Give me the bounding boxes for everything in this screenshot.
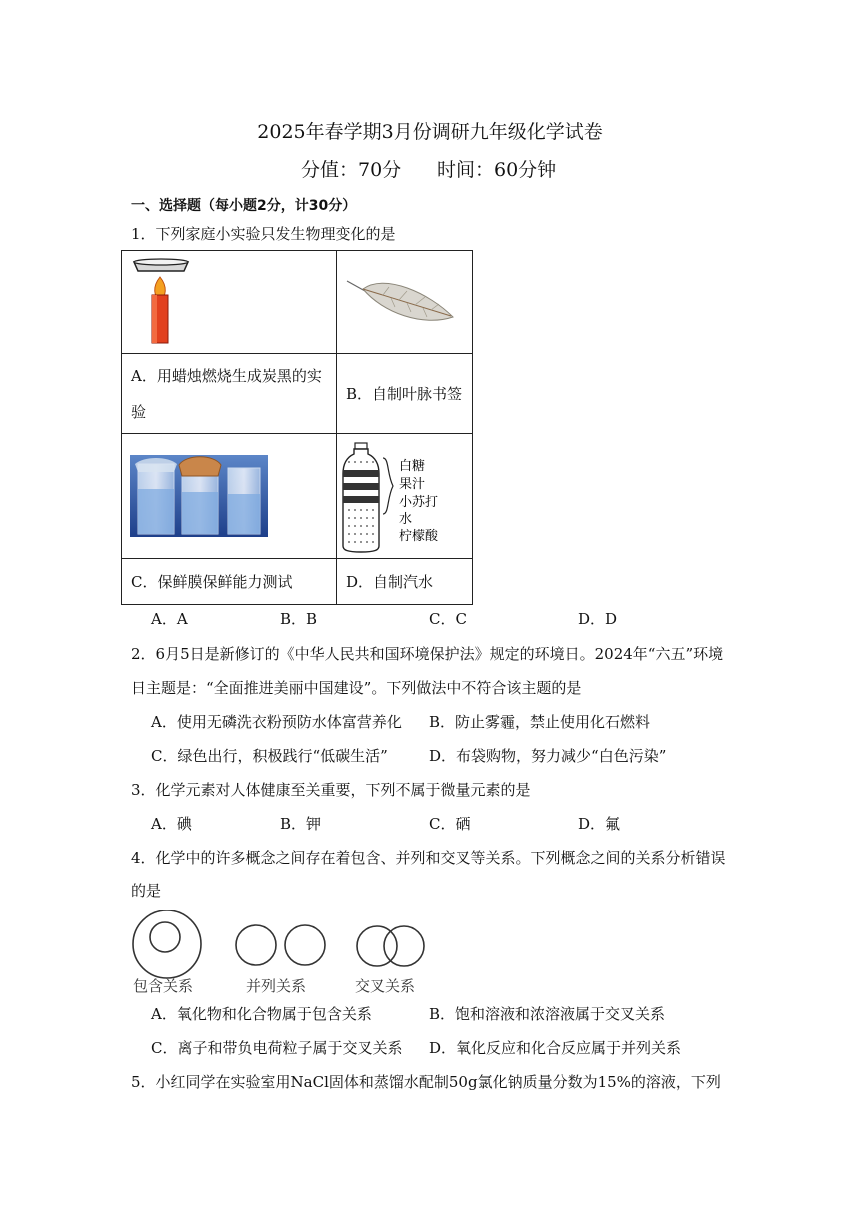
question-3-stem: 3．化学元素对人体健康至关重要，下列不属于微量元素的是 bbox=[131, 781, 531, 799]
option-a-cell bbox=[122, 354, 337, 434]
bottle-image bbox=[337, 434, 472, 558]
label-inclusion: 包含关系 bbox=[133, 977, 194, 995]
section-heading: 一、选择题（每小题2分，计30分） bbox=[131, 198, 357, 214]
question-4-option-c: C．离子和带负电荷粒子属于交叉关系 bbox=[151, 1039, 403, 1057]
option-d-cell: D．自制汽水 bbox=[337, 559, 473, 605]
cups-image-cell bbox=[122, 434, 337, 559]
label-parallel: 并列关系 bbox=[246, 977, 307, 995]
question-2-option-b: B．防止雾霾，禁止使用化石燃料 bbox=[429, 713, 651, 731]
question-4-stem-line1: 4．化学中的许多概念之间存在着包含、并列和交叉等关系。下列概念之间的关系分析错误 bbox=[131, 849, 726, 867]
score-info: 分值：70分 bbox=[301, 159, 402, 181]
relationship-diagram bbox=[125, 910, 445, 1000]
question-1-table bbox=[121, 250, 473, 605]
question-2-option-a: A．使用无磷洗衣粉预防水体富营养化 bbox=[151, 713, 402, 731]
candle-image bbox=[122, 251, 336, 353]
bottle-image-cell bbox=[337, 434, 473, 559]
label-intersect: 交叉关系 bbox=[355, 977, 416, 995]
option-a-text-line1: A．用蜡烛燃烧生成炭黑的实 bbox=[131, 366, 322, 385]
question-4-stem-line2: 的是 bbox=[131, 882, 162, 900]
question-3-option-c: C．硒 bbox=[429, 815, 471, 833]
candle-image-cell bbox=[122, 251, 337, 354]
question-1-option-b: B．B bbox=[280, 610, 318, 628]
question-3-option-d: D．氟 bbox=[578, 815, 621, 833]
bottle-label-water: 水 bbox=[399, 512, 413, 527]
question-4-option-a: A．氧化物和化合物属于包含关系 bbox=[151, 1005, 372, 1023]
time-info: 时间：60分钟 bbox=[437, 159, 557, 181]
option-c-cell: C．保鲜膜保鲜能力测试 bbox=[122, 559, 337, 605]
question-4-option-d: D．氧化反应和化合反应属于并列关系 bbox=[429, 1039, 682, 1057]
question-1-option-c: C．C bbox=[429, 610, 467, 628]
bottle-label-citric-acid: 柠檬酸 bbox=[399, 529, 439, 544]
question-2-option-c: C．绿色出行，积极践行“低碳生活” bbox=[151, 747, 388, 765]
question-2-stem-line2: 日主题是：“全面推进美丽中国建设”。下列做法中不符合该主题的是 bbox=[131, 679, 582, 697]
leaf-image-cell bbox=[337, 251, 473, 354]
question-1-stem: 1．下列家庭小实验只发生物理变化的是 bbox=[131, 225, 396, 243]
page-title: 2025年春学期3月份调研九年级化学试卷 bbox=[257, 121, 603, 143]
question-3-option-a: A．碘 bbox=[151, 815, 192, 833]
bottle-label-juice: 果汁 bbox=[399, 477, 426, 492]
question-3-option-b: B．钾 bbox=[280, 815, 322, 833]
option-a-text-line2: 验 bbox=[131, 402, 147, 421]
bottle-label-baking-soda: 小苏打 bbox=[399, 495, 439, 510]
bottle-label-sugar: 白糖 bbox=[399, 459, 426, 474]
question-4-option-b: B．饱和溶液和浓溶液属于交叉关系 bbox=[429, 1005, 666, 1023]
question-1-option-a: A．A bbox=[151, 610, 188, 628]
question-2-stem-line1: 2．6月5日是新修订的《中华人民共和国环境保护法》规定的环境日。2024年“六五”环境 bbox=[131, 645, 724, 663]
question-1-option-d: D．D bbox=[578, 610, 618, 628]
option-b-cell: B．自制叶脉书签 bbox=[337, 354, 473, 434]
question-2-option-d: D．布袋购物，努力减少“白色污染” bbox=[429, 747, 667, 765]
question-5-stem-line1: 5．小红同学在实验室用NaCl固体和蒸馏水配制50g氯化钠质量分数为15%的溶液，下列 bbox=[131, 1073, 721, 1091]
leaf-image bbox=[337, 251, 472, 353]
cups-image bbox=[122, 434, 336, 558]
